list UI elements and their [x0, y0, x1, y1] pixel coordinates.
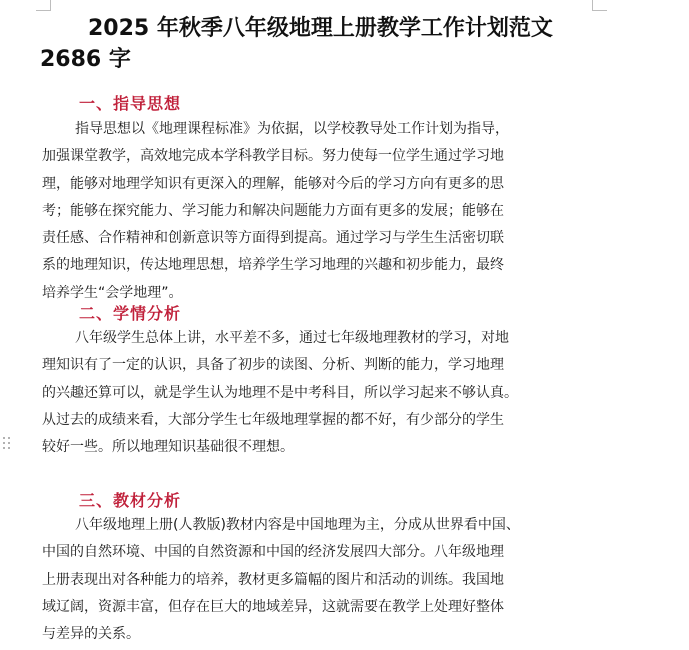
paragraph-student-analysis — [42, 325, 602, 461]
paragraph-guiding-ideology — [42, 116, 602, 307]
section-heading-guiding-ideology: 一、指导思想 — [79, 94, 182, 113]
paragraph-line: 八年级地理上册(人教版)教材内容是中国地理为主，分成从世界看中国、 — [75, 517, 520, 533]
paragraph-line: 与差异的关系。 — [42, 626, 140, 643]
paragraph-line: 系的地理知识，传达地理思想，培养学生学习地理的兴趣和初步能力，最终 — [42, 257, 504, 274]
paragraph-line: 指导思想以《地理课程标准》为依据，以学校教导处工作计划为指导， — [75, 121, 509, 137]
paragraph-line: 较好一些。所以地理知识基础很不理想。 — [42, 439, 294, 456]
paragraph-line: 加强课堂教学，高效地完成本学科教学目标。努力使每一位学生通过学习地 — [42, 148, 504, 165]
paragraph-line: 从过去的成绩来看，大部分学生七年级地理掌握的都不好，有少部分的学生 — [42, 411, 504, 428]
paragraph-line: 考；能够在探究能力、学习能力和解决问题能力方面有更多的发展；能够在 — [42, 202, 504, 219]
paragraph-line: 理知识有了一定的认识，具备了初步的读图、分析、判断的能力，学习地理 — [42, 357, 504, 374]
paragraph-line: 上册表现出对各种能力的培养，教材更多篇幅的图片和活动的训练。我国地 — [42, 571, 504, 588]
paragraph-line: 中国的自然环境、中国的自然资源和中国的经济发展四大部分。八年级地理 — [42, 544, 504, 561]
page-corner-marker-left — [36, 0, 51, 11]
paragraph-line: 理，能够对地理学知识有更深入的理解，能够对今后的学习方向有更多的思 — [42, 175, 504, 192]
section-heading-student-analysis: 二、学情分析 — [79, 304, 182, 323]
page-corner-marker-right — [592, 0, 607, 11]
drag-handle-icon[interactable] — [3, 437, 11, 453]
paragraph-line: 八年级学生总体上讲，水平差不多，通过七年级地理教材的学习，对地 — [75, 330, 509, 346]
paragraph-line: 的兴趣还算可以，就是学生认为地理不是中考科目，所以学习起来不够认真。 — [42, 384, 518, 401]
paragraph-line: 责任感、合作精神和创新意识等方面得到提高。通过学习与学生生活密切联 — [42, 230, 504, 247]
document-title-line-1: 2025 年秋季八年级地理上册教学工作计划范文 — [88, 16, 553, 41]
document-title-line-2: 2686 字 — [40, 47, 131, 72]
paragraph-line: 培养学生“会学地理”。 — [42, 284, 183, 301]
section-heading-textbook-analysis: 三、教材分析 — [79, 491, 182, 510]
paragraph-line: 域辽阔，资源丰富，但存在巨大的地域差异，这就需要在教学上处理好整体 — [42, 598, 504, 615]
paragraph-textbook-analysis — [42, 512, 602, 648]
